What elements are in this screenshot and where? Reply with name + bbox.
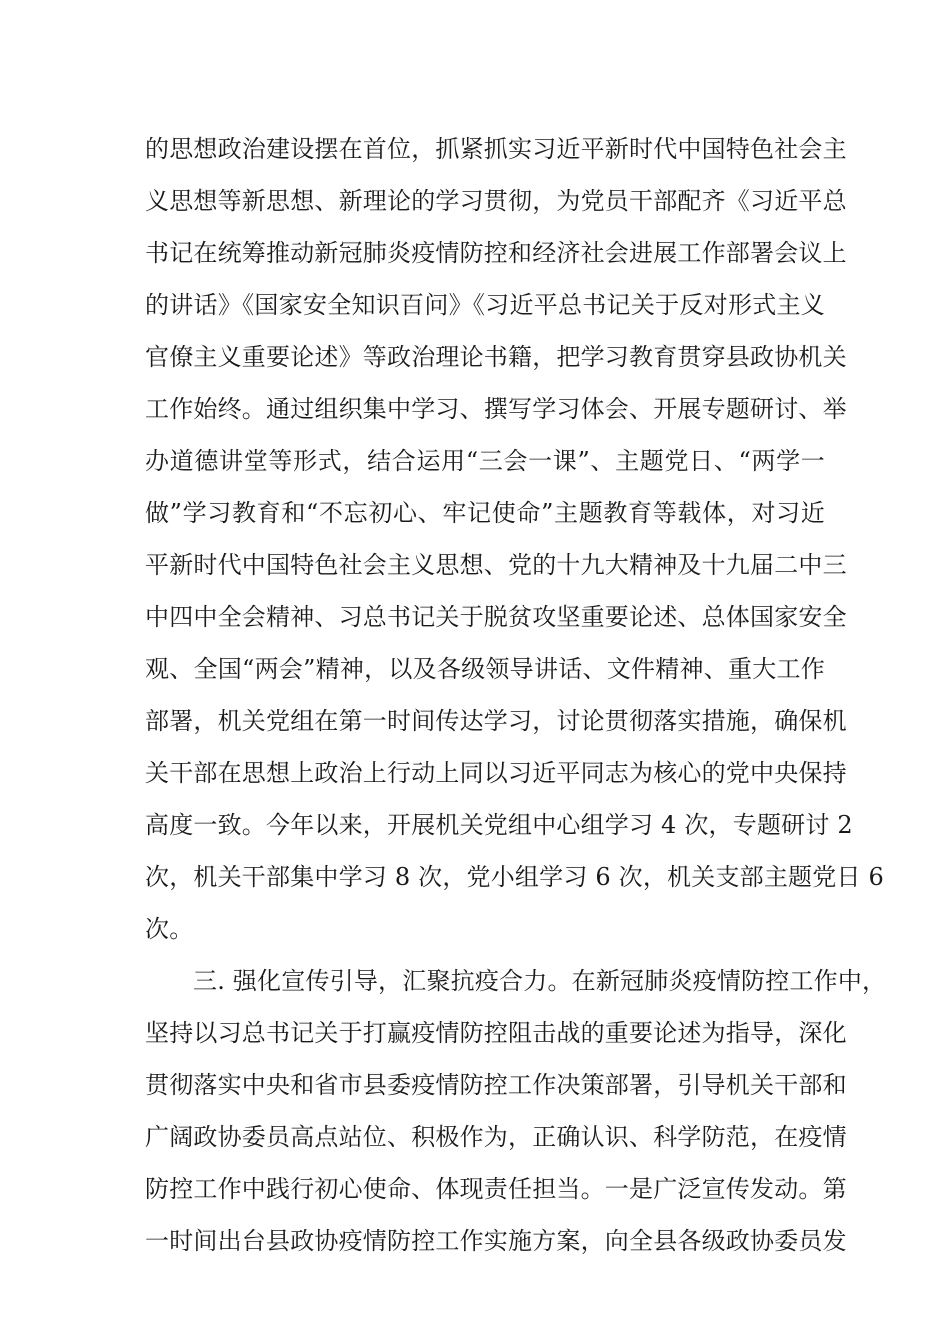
text-line: 平新时代中国特色社会主义思想、党的十九大精神及十九届二中三 [145, 551, 847, 579]
text-line: 高度一致。今年以来，开展机关党组中心组学习 4 次，专题研讨 2 [145, 811, 853, 839]
text-line: 部署，机关党组在第一时间传达学习，讨论贯彻落实措施，确保机 [145, 707, 847, 735]
text-line: 关干部在思想上政治上行动上同以习近平同志为核心的党中央保持 [145, 759, 847, 787]
text-line: 广阔政协委员高点站位、积极作为，正确认识、科学防范，在疫情 [145, 1123, 847, 1151]
text-line: 贯彻落实中央和省市县委疫情防控工作决策部署，引导机关干部和 [145, 1071, 847, 1099]
text-line: 一时间出台县政协疫情防控工作实施方案，向全县各级政协委员发 [145, 1227, 847, 1255]
text-line: 义思想等新思想、新理论的学习贯彻，为党员干部配齐《习近平总 [145, 187, 847, 215]
text-line: 书记在统筹推动新冠肺炎疫情防控和经济社会进展工作部署会议上 [145, 239, 847, 267]
text-line: 次，机关干部集中学习 8 次，党小组学习 6 次，机关支部主题党日 6 [145, 863, 884, 891]
section-heading-line: 三. 强化宣传引导，汇聚抗疫合力。在新冠肺炎疫情防控工作中， [193, 967, 887, 995]
text-line: 中四中全会精神、习总书记关于脱贫攻坚重要论述、总体国家安全 [145, 603, 847, 631]
text-line: 办道德讲堂等形式，结合运用“三会一课”、主题党日、“两学一 [145, 447, 825, 475]
text-line: 次。 [145, 915, 194, 943]
text-line: 防控工作中践行初心使命、体现责任担当。一是广泛宣传发动。第 [145, 1175, 847, 1203]
text-line: 的讲话》《国家安全知识百问》《习近平总书记关于反对形式主义 [145, 291, 825, 319]
text-line: 工作始终。通过组织集中学习、撰写学习体会、开展专题研讨、举 [145, 395, 847, 423]
text-line: 官僚主义重要论述》等政治理论书籍，把学习教育贯穿县政协机关 [145, 343, 847, 371]
text-line: 坚持以习总书记关于打赢疫情防控阻击战的重要论述为指导，深化 [145, 1019, 847, 1047]
text-line: 观、全国“两会”精神，以及各级领导讲话、文件精神、重大工作 [145, 655, 825, 683]
text-line: 做”学习教育和“不忘初心、牢记使命”主题教育等载体，对习近 [145, 499, 825, 527]
text-line: 的思想政治建设摆在首位，抓紧抓实习近平新时代中国特色社会主 [145, 135, 847, 163]
